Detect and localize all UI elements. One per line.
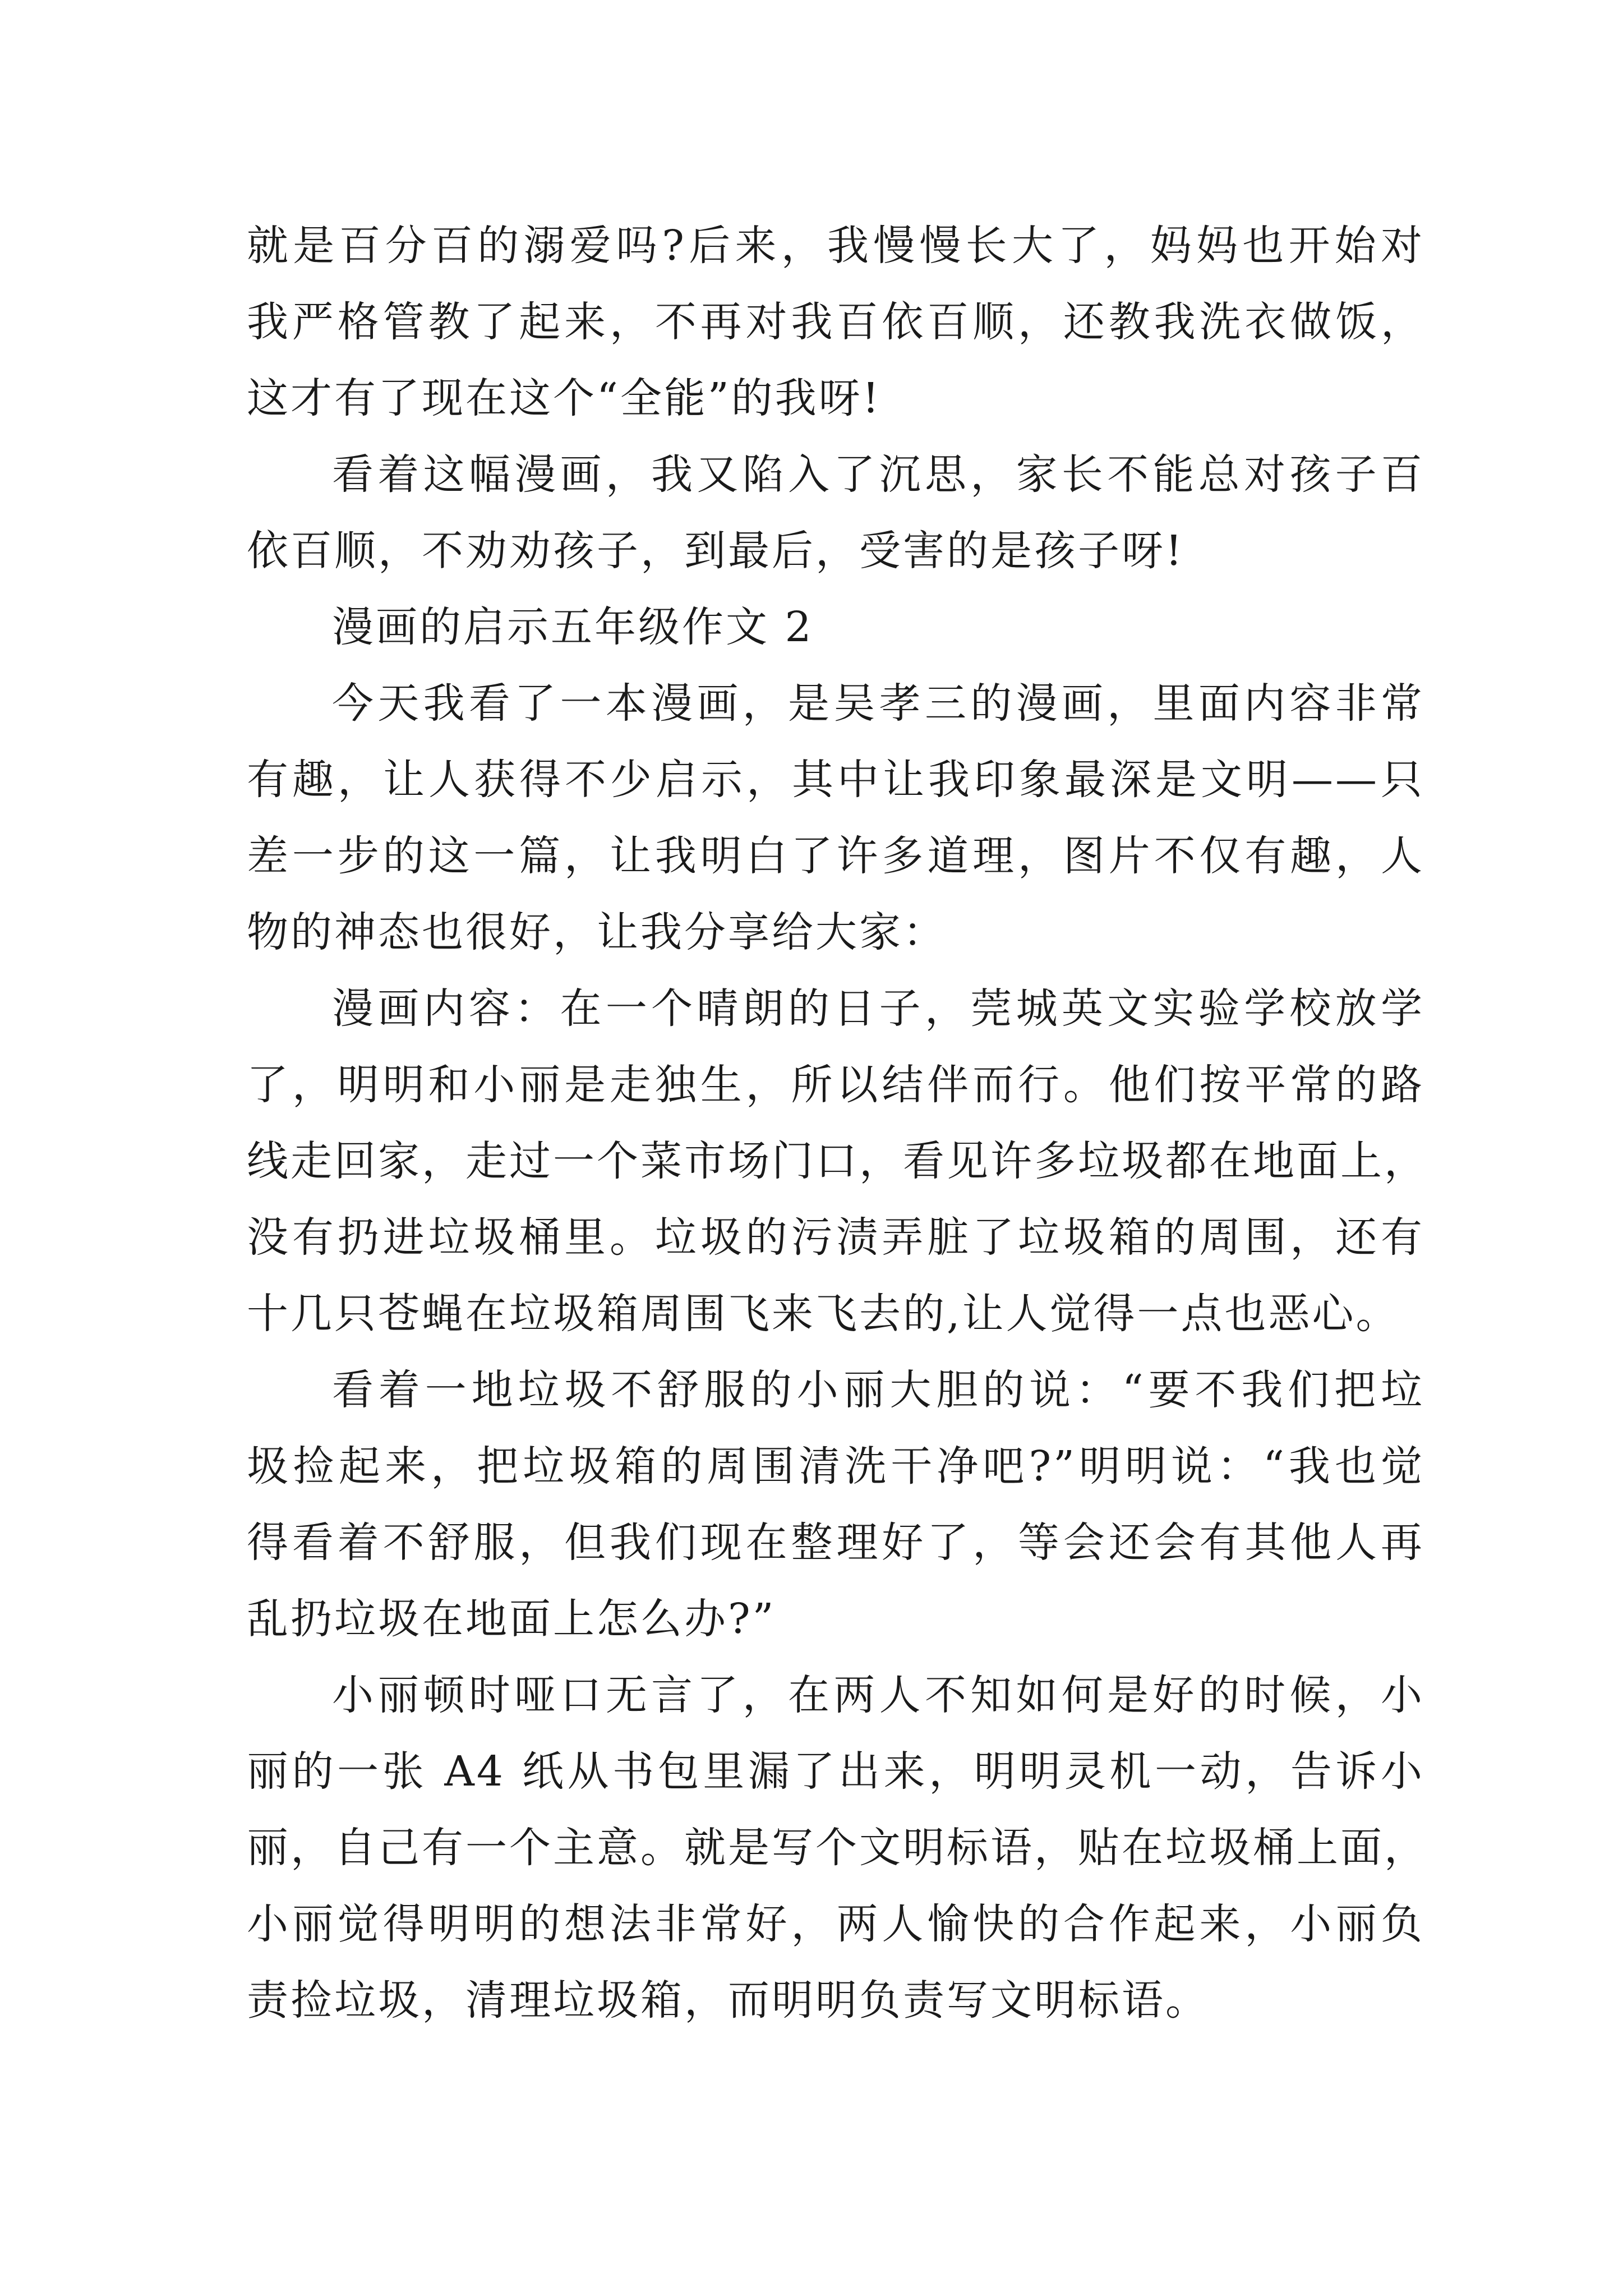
paragraph-line: 丽的一张 A4 纸从书包里漏了出来，明明灵机一动，告诉小 bbox=[247, 1747, 1424, 1796]
paragraph-line: 漫画内容：在一个晴朗的日子，莞城英文实验学校放学 bbox=[332, 984, 1424, 1033]
paragraph-line: 我严格管教了起来，不再对我百依百顺，还教我洗衣做饭， bbox=[247, 298, 1424, 346]
paragraph-line: 有趣，让人获得不少启示，其中让我印象最深是文明——只 bbox=[247, 756, 1424, 804]
essay-body bbox=[247, 208, 1428, 2039]
paragraph-line: 得看着不舒服，但我们现在整理好了，等会还会有其他人再 bbox=[247, 1519, 1424, 1567]
paragraph-line: 乱扔垃圾在地面上怎么办?” bbox=[247, 1595, 776, 1643]
paragraph-line: 没有扔进垃圾桶里。垃圾的污渍弄脏了垃圾箱的周围，还有 bbox=[247, 1213, 1424, 1262]
paragraph-line: 物的神态也很好，让我分享给大家： bbox=[247, 908, 947, 956]
paragraph-line: 看着一地垃圾不舒服的小丽大胆的说：“要不我们把垃 bbox=[332, 1366, 1424, 1414]
paragraph-line: 责捡垃圾，清理垃圾箱，而明明负责写文明标语。 bbox=[247, 1976, 1209, 2024]
paragraph-line: 依百顺，不劝劝孩子，到最后，受害的是孩子呀! bbox=[247, 527, 1184, 575]
paragraph-line: 看着这幅漫画，我又陷入了沉思，家长不能总对孩子百 bbox=[332, 450, 1424, 499]
paragraph-line: 了，明明和小丽是走独生，所以结伴而行。他们按平常的路 bbox=[247, 1061, 1424, 1109]
paragraph-line: 十几只苍蝇在垃圾箱周围飞来飞去的,让人觉得一点也恶心。 bbox=[247, 1290, 1400, 1338]
paragraph-line: 圾捡起来，把垃圾箱的周围清洗干净吧?”明明说：“我也觉 bbox=[247, 1442, 1424, 1490]
paragraph-line: 今天我看了一本漫画，是吴孝三的漫画，里面内容非常 bbox=[332, 679, 1424, 728]
section-heading: 漫画的启示五年级作文 2 bbox=[332, 603, 814, 651]
paragraph-line: 就是百分百的溺爱吗?后来，我慢慢长大了，妈妈也开始对 bbox=[247, 222, 1424, 270]
paragraph-line: 小丽顿时哑口无言了，在两人不知如何是好的时候，小 bbox=[332, 1671, 1424, 1719]
paragraph-line: 线走回家，走过一个菜市场门口，看见许多垃圾都在地面上， bbox=[247, 1137, 1428, 1185]
paragraph-line: 这才有了现在这个“全能”的我呀! bbox=[247, 374, 882, 422]
paragraph-line: 差一步的这一篇，让我明白了许多道理，图片不仅有趣，人 bbox=[247, 832, 1424, 880]
paragraph-line: 丽，自己有一个主意。就是写个文明标语，贴在垃圾桶上面， bbox=[247, 1824, 1428, 1872]
paragraph-line: 小丽觉得明明的想法非常好，两人愉快的合作起来，小丽负 bbox=[247, 1900, 1424, 1948]
